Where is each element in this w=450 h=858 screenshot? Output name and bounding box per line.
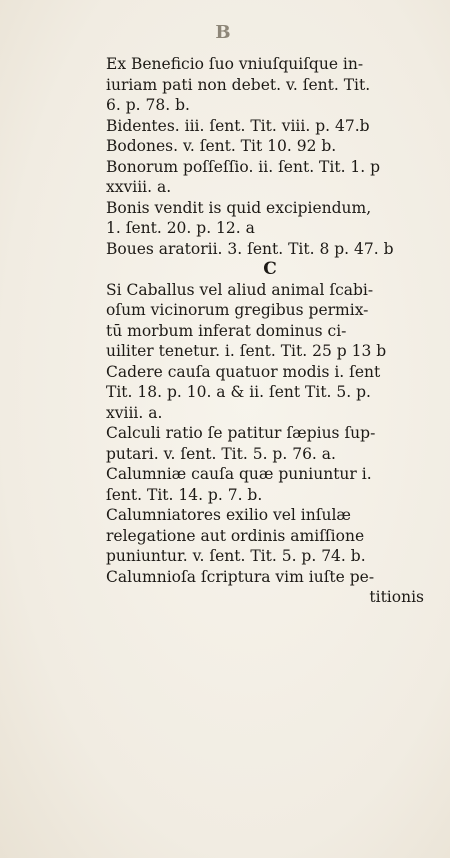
- text-line: xxviii. a.: [106, 178, 172, 196]
- text-line: titionis: [369, 588, 424, 606]
- text-line: iuriam pati non debet. v. ſent. Tit.: [106, 75, 371, 94]
- text-line: puniuntur. v. ſent. Tit. 5. p. 74. b.: [106, 547, 366, 565]
- text-line: Calumnioſa ſcriptura vim iuſte pe-: [106, 567, 375, 586]
- text-line: putari. v. ſent. Tit. 5. p. 76. a.: [106, 444, 336, 463]
- text-line: Calumniatores exilio vel inſulæ: [106, 506, 351, 524]
- text-line: 1. ſent. 20. p. 12. a: [106, 219, 255, 237]
- text-line: Bodones. v. ſent. Tit 10. 92 b.: [106, 137, 337, 155]
- text-line: Tit. 18. p. 10. a & ii. ſent Tit. 5. p.: [106, 383, 371, 401]
- text-line: oſum vicinorum gregibus permix-: [106, 301, 369, 319]
- text-line: 6. p. 78. b.: [106, 96, 190, 114]
- text-line: Calculi ratio ſe patitur ſæpius ſup-: [106, 424, 376, 442]
- text-line: xviii. a.: [106, 403, 163, 422]
- text-line: tū morbum inferat dominus ci-: [106, 321, 347, 340]
- text-line: relegatione aut ordinis amiſſione: [106, 526, 365, 545]
- signature-mark: B: [215, 22, 235, 43]
- text-line: Si Caballus vel aliud animal ſcabi-: [106, 280, 374, 299]
- text-line: ſent. Tit. 14. p. 7. b.: [106, 485, 263, 504]
- text-line: Ex Beneficio ſuo vniuſquiſque in-: [106, 55, 364, 73]
- text-line: Bonorum poſſeſſio. ii. ſent. Tit. 1. p: [106, 157, 381, 176]
- text-line: Bonis vendit is quid excipiendum,: [106, 198, 372, 217]
- text-line: C: [263, 259, 277, 279]
- text-line: Bidentes. iii. ſent. Tit. viii. p. 47.b: [106, 116, 370, 135]
- text-line: Boues aratorii. 3. ſent. Tit. 8 p. 47. b: [106, 239, 394, 258]
- text-line: Cadere cauſa quatuor modis i. ſent: [106, 362, 381, 381]
- index-text-block: [106, 54, 434, 608]
- text-line: Calumniæ cauſa quæ puniuntur i.: [106, 465, 372, 483]
- text-line: uiliter tenetur. i. ſent. Tit. 25 p 13 b: [106, 342, 387, 360]
